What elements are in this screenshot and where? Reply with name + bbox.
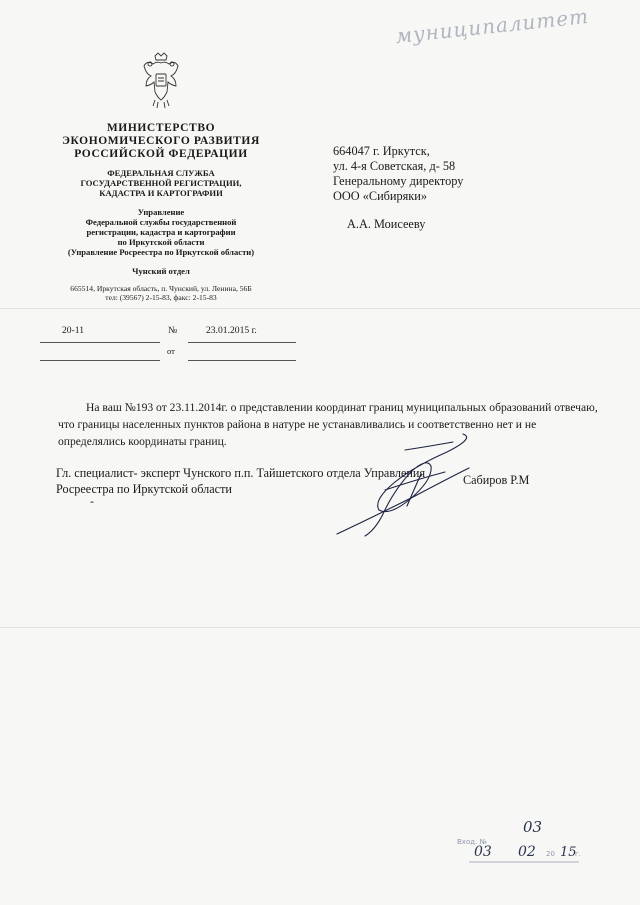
signer-title: Гл. специалист- эксперт Чунского п.п. Тайшетского отдела Управления Росреестра по Иркутской области <box>56 466 426 496</box>
recipient-line: ул. 4-я Советская, д- 58 <box>333 159 456 173</box>
from-underline-right <box>188 360 296 361</box>
number-sign: № <box>168 325 178 336</box>
ministry-name: МИНИСТЕРСТВО ЭКОНОМИЧЕСКОГО РАЗВИТИЯ РОССИЙСКОЙ ФЕДЕРАЦИИ <box>62 122 260 160</box>
department-name: Управление Федеральной службы государственной регистрации, кадастра и картографии по Иркутской области (Управление Росреестра по Иркутской области) <box>67 207 255 257</box>
scan-line <box>0 627 640 628</box>
number-underline <box>40 342 160 343</box>
recipient-block <box>333 144 463 232</box>
stamp-label: Вход. № <box>457 838 487 846</box>
coat-of-arms-icon <box>141 52 181 110</box>
incoming-stamp <box>455 818 580 870</box>
sender-address: 665514, Иркутская область, п. Чунский, ул. Ленина, 56Б тел: (39567) 2-15-83, факс: 2-15-83 <box>70 284 252 302</box>
office-name: Чунский отдел <box>132 266 190 276</box>
scan-line <box>0 308 640 309</box>
stamp-year-prefix: 20 <box>546 850 555 858</box>
recipient-line: ООО «Сибиряки» <box>333 189 427 203</box>
stamp-month: 02 <box>518 844 536 860</box>
dash-mark: - <box>90 494 94 508</box>
stamp-year-suffix: 15 <box>560 845 577 860</box>
recipient-line: Генеральному директору <box>333 174 464 188</box>
letter-body: На ваш №193 от 23.11.2014г. о представлении координат границ муниципальных образований отвечаю, что границы населенных пунктов района в натуре не устанавливались и соответственно нет и не определялись координаты границ. <box>58 401 598 448</box>
registration-date: 23.01.2015 г. <box>206 325 257 336</box>
recipient-name: А.А. Моисееву <box>347 217 426 231</box>
from-label: от <box>167 346 175 356</box>
date-underline <box>188 342 296 343</box>
signer-name: Сабиров Р.М <box>463 473 530 487</box>
sender-block <box>30 122 292 302</box>
stamp-number: 03 <box>523 818 543 836</box>
stamp-day: 03 <box>474 844 492 860</box>
handwritten-note: муниципалитет <box>394 3 590 49</box>
registration-number: 20-11 <box>62 325 85 336</box>
service-name: ФЕДЕРАЛЬНАЯ СЛУЖБА ГОСУДАРСТВЕННОЙ РЕГИСТРАЦИИ, КАДАСТРА И КАРТОГРАФИИ <box>80 168 242 198</box>
stamp-year-end: г. <box>575 850 581 858</box>
recipient-line: 664047 г. Иркутск, <box>333 144 430 158</box>
stamp-underline <box>469 860 579 864</box>
from-underline-left <box>40 360 160 361</box>
